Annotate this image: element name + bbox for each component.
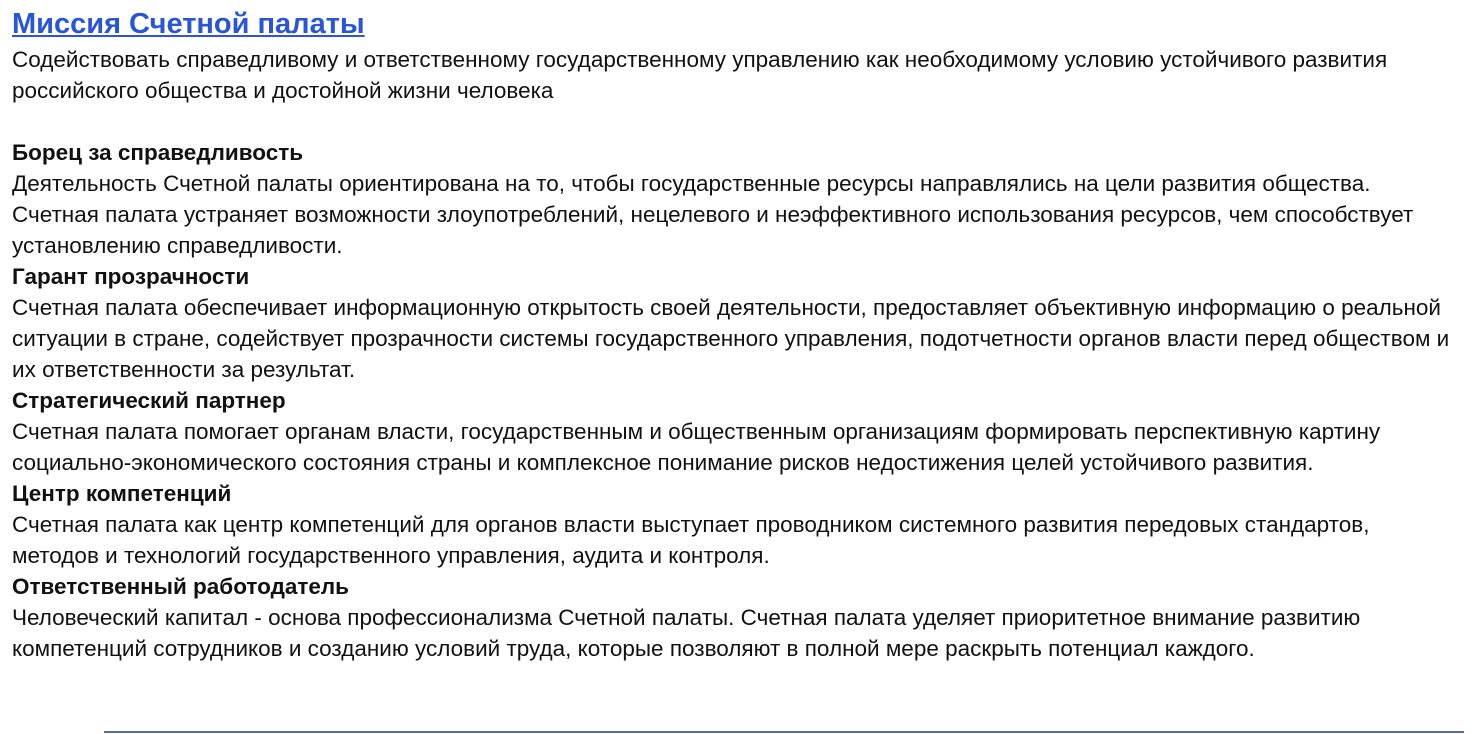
mission-text: Содействовать справедливому и ответственному государственному управлению как необходимому условию устойчивого развития российского общества и достойной жизни человека — [12, 47, 1388, 103]
section-fighter-for-justice — [12, 137, 1462, 261]
section-heading: Гарант прозрачности — [12, 264, 250, 289]
section-heading: Борец за справедливость — [12, 140, 304, 165]
section-text: Человеческий капитал - основа профессионализма Счетной палаты. Счетная палата уделяет приоритетное внимание развитию компетенций сотрудников и созданию условий труда, которые позволяют в полной мере раскрыть потенциал каждого. — [12, 605, 1361, 661]
section-heading: Ответственный работодатель — [12, 574, 350, 599]
mission-title-link[interactable]: Миссия Счетной палаты — [12, 8, 365, 40]
section-responsible-employer — [12, 571, 1462, 664]
section-text: Счетная палата как центр компетенций для органов власти выступает проводником системного развития передовых стандартов, методов и технологий государственного управления, аудита и контроля. — [12, 512, 1370, 568]
section-text: Счетная палата обеспечивает информационную открытость своей деятельности, предоставляет объективную информацию о реальной ситуации в стране, содействует прозрачности системы государственного управления, подотчетности органов власти перед обществом и их ответственности за результат. — [12, 295, 1450, 382]
document-page — [12, 4, 1462, 664]
section-transparency-guarantor — [12, 261, 1462, 385]
bottom-divider — [104, 731, 1464, 733]
section-heading: Стратегический партнер — [12, 388, 286, 413]
section-text: Деятельность Счетной палаты ориентирована на то, чтобы государственные ресурсы направлялись на цели развития общества. Счетная палата устраняет возможности злоупотреблений, нецелевого и неэффективного использования ресурсов, чем способствует установлению справедливости. — [12, 171, 1414, 258]
section-competence-center — [12, 478, 1462, 571]
section-text: Счетная палата помогает органам власти, государственным и общественным организациям формировать перспективную картину социально-экономического состояния страны и комплексное понимание рисков недостижения целей устойчивого развития. — [12, 419, 1381, 475]
section-strategic-partner — [12, 385, 1462, 478]
section-heading: Центр компетенций — [12, 481, 232, 506]
